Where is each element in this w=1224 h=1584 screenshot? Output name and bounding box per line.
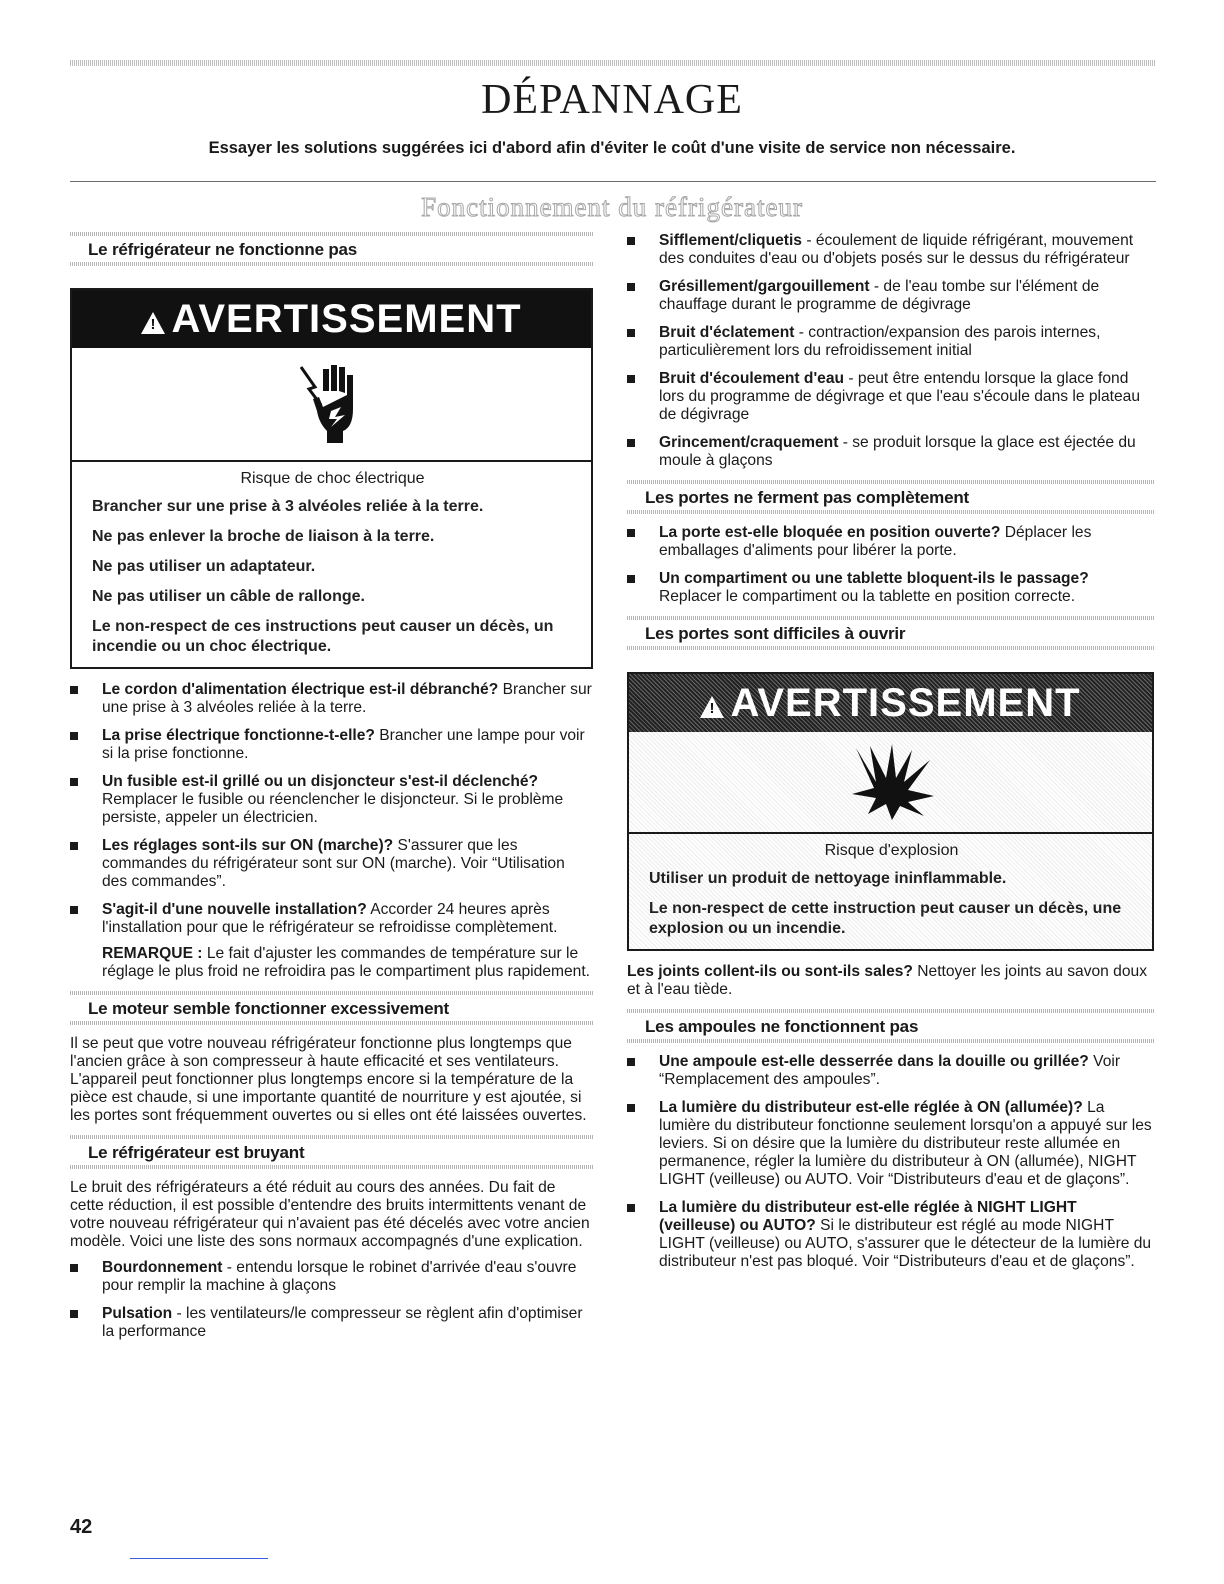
page-title: DÉPANNAGE bbox=[481, 77, 743, 123]
list-item bbox=[627, 1053, 1154, 1089]
item-question: Les réglages sont-ils sur ON (marche)? bbox=[102, 837, 394, 854]
seals-answer: Nettoyer les joints au savon doux et à l'eau tiède. bbox=[627, 963, 1147, 998]
item-term: Bruit d'éclatement bbox=[659, 324, 795, 341]
warning-line: Brancher sur une prise à 3 alvéoles reliée à la terre. bbox=[92, 498, 484, 515]
checklist bbox=[627, 1053, 1154, 1271]
bullet-icon bbox=[627, 329, 635, 337]
explosion-warning-box bbox=[627, 672, 1154, 951]
bullet-icon bbox=[70, 1264, 78, 1272]
explosion-icon bbox=[629, 732, 1152, 834]
footer-line bbox=[130, 1558, 268, 1559]
note-label: REMARQUE : bbox=[102, 945, 203, 962]
item-answer: Brancher sur une prise à 3 alvéoles reliée à la terre. bbox=[102, 681, 592, 716]
heading-text: Les ampoules ne fonctionnent pas bbox=[645, 1017, 919, 1036]
seals-question: Les joints collent-ils ou sont-ils sales? bbox=[627, 963, 913, 980]
item-answer: Voir “Remplacement des ampoules”. bbox=[659, 1053, 1121, 1088]
bullet-icon bbox=[627, 1204, 635, 1212]
item-term: Grincement/craquement bbox=[659, 434, 839, 451]
note bbox=[70, 945, 593, 981]
section-title: Fonctionnement du réfrigérateur bbox=[421, 192, 803, 222]
warning-risk-label: Risque d'explosion bbox=[824, 842, 959, 859]
paragraph: Le bruit des réfrigérateurs a été réduit au cours des années. Du fait de cette réduction, il est possible d'entendre des bruits intermittents venant de votre nouveau réfrigérateur qui n'avaient pas été décelés avec votre ancien modèle. Voici une liste des sons normaux accompagnés d'une explication. bbox=[70, 1179, 590, 1250]
electric-shock-hand-icon bbox=[72, 348, 591, 462]
list-item bbox=[70, 837, 593, 891]
item-term: Pulsation bbox=[102, 1305, 173, 1322]
noise-list bbox=[627, 232, 1154, 470]
item-answer: Remplacer le fusible ou réenclencher le disjoncteur. Si le problème persiste, appeler un électricien. bbox=[102, 791, 564, 826]
item-answer: Accorder 24 heures après l'installation pour que le réfrigérateur se refroidisse complètement. bbox=[102, 901, 558, 936]
header-divider bbox=[70, 181, 1156, 182]
list-item bbox=[70, 1305, 593, 1341]
note-text: Le fait d'ajuster les commandes de température sur le réglage le plus froid ne refroidira pas le compartiment plus rapidement. bbox=[102, 945, 590, 980]
item-answer: Brancher une lampe pour voir si la prise fonctionne. bbox=[102, 727, 585, 762]
subsection-heading bbox=[70, 991, 593, 1025]
seals-paragraph bbox=[627, 963, 1154, 999]
noise-list bbox=[70, 1259, 593, 1341]
heading-text: Le moteur semble fonctionner excessivement bbox=[88, 999, 450, 1018]
bullet-icon bbox=[70, 906, 78, 914]
bullet-icon bbox=[70, 686, 78, 694]
warning-body bbox=[72, 462, 591, 667]
item-description: - de l'eau tombe sur l'élément de chauffage durant le programme de dégivrage bbox=[659, 278, 1100, 313]
bullet-icon bbox=[627, 1104, 635, 1112]
bullet-icon bbox=[70, 732, 78, 740]
item-term: Bourdonnement bbox=[102, 1259, 223, 1276]
list-item bbox=[627, 278, 1154, 314]
item-question: La porte est-elle bloquée en position ouverte? bbox=[659, 524, 1001, 541]
item-description: - peut être entendu lorsque la glace fond lors du programme de dégivrage et que l'eau s'écoule dans le plateau de dégivrage bbox=[659, 370, 1141, 423]
list-item bbox=[70, 681, 593, 717]
item-question: S'agit-il d'une nouvelle installation? bbox=[102, 901, 367, 918]
warning-line: Ne pas utiliser un câble de rallonge. bbox=[92, 588, 365, 605]
warning-line: Ne pas utiliser un adaptateur. bbox=[92, 558, 316, 575]
item-question: Le cordon d'alimentation électrique est-il débranché? bbox=[102, 681, 499, 698]
warning-triangle-icon bbox=[700, 696, 724, 718]
list-item bbox=[627, 1099, 1154, 1189]
list-item bbox=[70, 1259, 593, 1295]
item-question: La lumière du distributeur est-elle réglée à NIGHT LIGHT (veilleuse) ou AUTO? bbox=[659, 1199, 1077, 1234]
right-column bbox=[627, 224, 1154, 1281]
bullet-icon bbox=[627, 1058, 635, 1066]
bullet-icon bbox=[627, 283, 635, 291]
item-answer: Déplacer les emballages d'aliments pour libérer la porte. bbox=[659, 524, 1092, 559]
heading-text: Le réfrigérateur ne fonctionne pas bbox=[88, 240, 358, 259]
list-item bbox=[627, 570, 1154, 606]
item-question: Une ampoule est-elle desserrée dans la douille ou grillée? bbox=[659, 1053, 1089, 1070]
heading-text: Le réfrigérateur est bruyant bbox=[88, 1143, 305, 1162]
item-question: La lumière du distributeur est-elle réglée à ON (allumée)? bbox=[659, 1099, 1083, 1116]
list-item bbox=[70, 727, 593, 763]
warning-line: Utiliser un produit de nettoyage ininflammable. bbox=[649, 870, 1007, 887]
list-item bbox=[627, 232, 1154, 268]
bullet-icon bbox=[627, 439, 635, 447]
list-item bbox=[627, 524, 1154, 560]
subsection-heading bbox=[627, 616, 1154, 650]
list-item bbox=[70, 901, 593, 937]
checklist bbox=[70, 681, 593, 937]
warning-header bbox=[629, 674, 1152, 732]
bullet-icon bbox=[627, 529, 635, 537]
item-description: - se produit lorsque la glace est éjectée du moule à glaçons bbox=[659, 434, 1136, 469]
item-question: La prise électrique fonctionne-t-elle? bbox=[102, 727, 375, 744]
left-column bbox=[70, 232, 593, 1351]
warning-header bbox=[72, 290, 591, 348]
item-description: - les ventilateurs/le compresseur se règlent afin d'optimiser la performance bbox=[102, 1305, 583, 1340]
item-answer: Replacer le compartiment ou la tablette en position correcte. bbox=[659, 588, 1076, 605]
heading-text: Les portes ne ferment pas complètement bbox=[645, 488, 969, 507]
list-item bbox=[627, 1199, 1154, 1271]
item-question: Un compartiment ou une tablette bloquent-ils le passage? bbox=[659, 570, 1089, 587]
subsection-heading bbox=[627, 480, 1154, 514]
warning-title: AVERTISSEMENT bbox=[171, 297, 522, 341]
list-item bbox=[70, 773, 593, 827]
bullet-icon bbox=[627, 237, 635, 245]
item-question: Un fusible est-il grillé ou un disjoncteur s'est-il déclenché? bbox=[102, 773, 539, 790]
heading-text: Les portes sont difficiles à ouvrir bbox=[645, 624, 906, 643]
warning-line: Le non-respect de ces instructions peut causer un décès, un incendie ou un choc électrique. bbox=[92, 618, 554, 655]
page-number: 42 bbox=[70, 1516, 93, 1538]
item-term: Grésillement/gargouillement bbox=[659, 278, 870, 295]
top-decorative-band bbox=[70, 60, 1156, 66]
subsection-heading bbox=[70, 232, 593, 266]
item-answer: La lumière du distributeur fonctionne seulement lorsqu'on a appuyé sur les leviers. Si on désire que la lumière du distributeur reste allumée en permanence, régler la lumière du distributeur à ON (allumée), NIGHT LIGHT (veilleuse) ou AUTO. Voir “Distributeurs d'eau et de glaçons”. bbox=[659, 1099, 1152, 1188]
item-description: - écoulement de liquide réfrigérant, mouvement des conduites d'eau ou d'objets posés sur le dessus du réfrigérateur bbox=[659, 232, 1134, 267]
item-term: Bruit d'écoulement d'eau bbox=[659, 370, 845, 387]
item-description: - contraction/expansion des parois internes, particulièrement lors du refroidissement initial bbox=[659, 324, 1101, 359]
list-item bbox=[627, 370, 1154, 424]
item-term: Sifflement/cliquetis bbox=[659, 232, 802, 249]
warning-line: Ne pas enlever la broche de liaison à la terre. bbox=[92, 528, 435, 545]
warning-body bbox=[629, 834, 1152, 949]
list-item bbox=[627, 324, 1154, 360]
warning-line: Le non-respect de cette instruction peut causer un décès, une explosion ou un incendie. bbox=[649, 900, 1122, 937]
subsection-heading bbox=[70, 1135, 593, 1169]
page-subtitle: Essayer les solutions suggérées ici d'abord afin d'éviter le coût d'une visite de service non nécessaire. bbox=[208, 139, 1016, 157]
checklist bbox=[627, 524, 1154, 606]
list-item bbox=[627, 434, 1154, 470]
warning-title: AVERTISSEMENT bbox=[730, 681, 1081, 725]
electric-shock-warning-box bbox=[70, 288, 593, 669]
subsection-heading bbox=[627, 1009, 1154, 1043]
warning-triangle-icon bbox=[141, 312, 165, 334]
bullet-icon bbox=[627, 375, 635, 383]
bullet-icon bbox=[70, 842, 78, 850]
item-answer: S'assurer que les commandes du réfrigérateur sont sur ON (marche). Voir “Utilisation des commandes”. bbox=[102, 837, 565, 890]
bullet-icon bbox=[70, 1310, 78, 1318]
paragraph: Il se peut que votre nouveau réfrigérateur fonctionne plus longtemps que l'ancien grâce à son compresseur à haute efficacité et ses ventilateurs. L'appareil peut fonctionner plus longtemps encore si la température de la pièce est chaude, si une importante quantité de nourriture y est ajoutée, si les portes sont fréquemment ouvertes ou si elles ont été laissées ouvertes. bbox=[70, 1035, 587, 1124]
bullet-icon bbox=[70, 778, 78, 786]
item-description: - entendu lorsque le robinet d'arrivée d'eau s'ouvre pour remplir la machine à glaçons bbox=[102, 1259, 577, 1294]
bullet-icon bbox=[627, 575, 635, 583]
item-answer: Si le distributeur est réglé au mode NIGHT LIGHT (veilleuse) ou AUTO, s'assurer que le détecteur de la lumière du distributeur n'est pas bloqué. Voir “Distributeurs d'eau et de glaçons”. bbox=[659, 1217, 1152, 1270]
warning-risk-label: Risque de choc électrique bbox=[240, 470, 425, 487]
